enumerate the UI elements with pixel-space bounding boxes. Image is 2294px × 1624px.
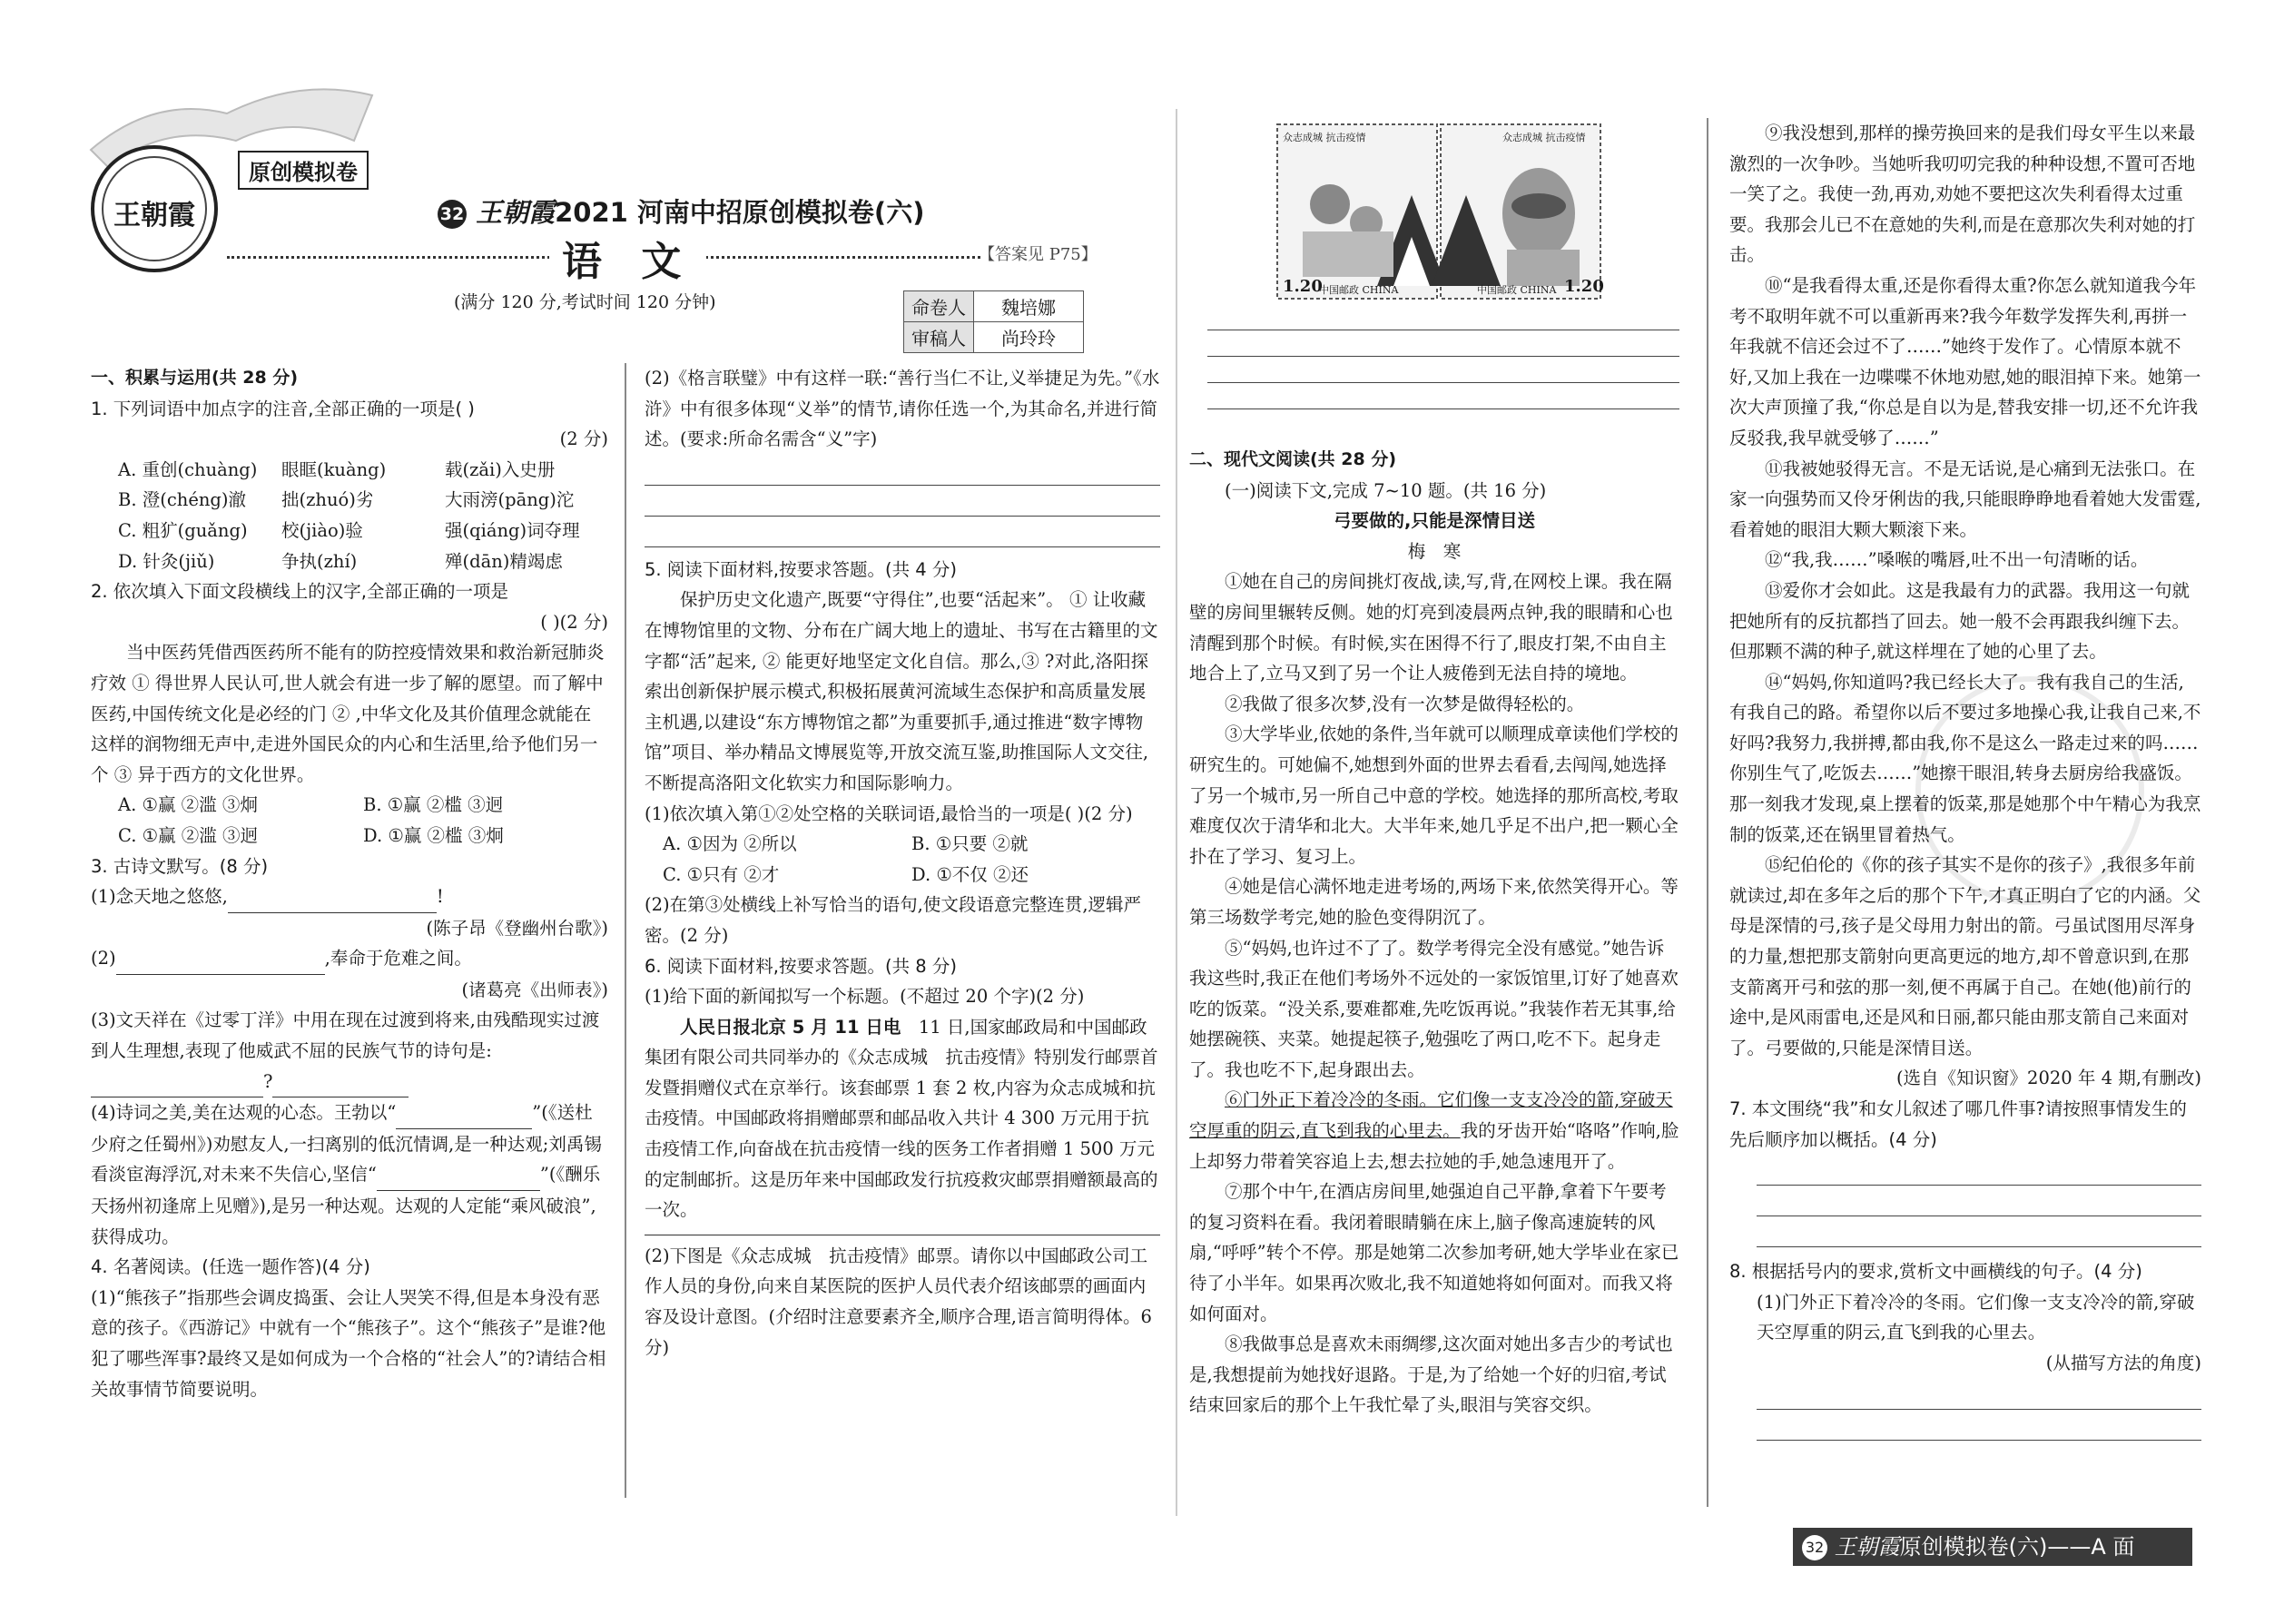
q3-2-source: (诸葛亮《出师表》) [461, 979, 608, 1000]
question-2-text: 当中医药凭借西医药所不能有的防控疫情效果和救治新冠肺炎疗效 ① 得世界人民认可,世人就会有进一步了解的愿望。而了解中医药,中国传统文化是必经的门 ② ,中华文化及其价值理念就能在这样的润物细无声中,走进外国民众的内心和生活里,给予他们另一个 ③ 异于西方的文化世界。 [91, 642, 605, 785]
q3-4-mid: ”(《送杜少府之任蜀州》)劝慰友人,一扫离别的低沉情调,是一种达观;刘禹锡看淡宦海浮沉,对未来不失信心,坚信“ [91, 1102, 602, 1186]
footer-text: 原创模拟卷(六)——A 面 [1899, 1534, 2135, 1560]
column-divider [625, 363, 626, 1498]
article-paragraph: ⑤“妈妈,也许过不了了。数学考得完全没有感觉。”她告诉我这些时,我正在他们考场外不远处的一家饭馆里,订好了她喜欢吃的饭菜。“没关系,要难都难,先吃饭再说。”我装作若无其事,给她摆碗筷、夹菜。她提起筷子,勉强吃了两口,吃不下。起身走了。我也吃不下,起身跟出去。 [1189, 937, 1679, 1080]
article-paragraph: ③大学毕业,依她的条件,当年就可以顺理成章读他们学校的研究生的。可她偏不,她想到外面的世界去看看,去闯闯,她选择了另一个城市,另一所自己中意的学校。她选择的那所高校,考取难度仅次于清华和北大。大半年来,她几乎足不出户,把一颗心全扑在了学习、复习上。 [1189, 723, 1679, 867]
question-1: 1. 下列词语中加点字的注音,全部正确的一项是( ) [91, 398, 475, 419]
article-paragraph: ⑩“是我看得太重,还是你看得太重?你怎么就知道我今年考不取明年就不可以重新再来?我今年数学发挥失利,再拼一年我就不信还会过不了……”她终于发作了。心情原本就不好,又加上我在一边喋喋不休地劝慰,她的眼泪掉下来。她第一次大声顶撞了我,“你总是自以为是,替我安排一切,还不允许我反驳我,我早就受够了……” [1729, 274, 2201, 448]
footer-brand: 王朝霞 [1834, 1534, 1900, 1560]
question-2: 2. 依次填入下面文段横线上的汉字,全部正确的一项是 [91, 581, 509, 603]
q3-1-prompt: (1)念天地之悠悠, [91, 886, 228, 908]
option-cell: 大雨滂(pāng)沱 [445, 489, 575, 511]
column-divider [1707, 118, 1708, 1507]
answer-line[interactable] [1207, 383, 1679, 409]
q3-3-blank-a[interactable] [91, 1067, 263, 1098]
question-6-1: (1)给下面的新闻拟写一个标题。(不超过 20 个字)(2 分) [645, 986, 1085, 1008]
column-3 [1189, 445, 1679, 1421]
answer-line[interactable] [645, 455, 1160, 486]
author-label: 命卷人 [904, 291, 974, 322]
answer-line[interactable] [1757, 1155, 2201, 1186]
q8-lines [1729, 1379, 2201, 1441]
column-1 [91, 363, 608, 1404]
q3-4-blank-a[interactable] [396, 1097, 532, 1129]
option-b[interactable]: B. ①赢 ②槛 ③迥 [363, 794, 504, 816]
article-paragraph: ⑪我被她驳得无言。不是无话说,是心痛到无法张口。在家一向强势而又伶牙俐齿的我,只能眼睁睁地看着她大发雷霆,看着她的眼泪大颗大颗滚下来。 [1729, 458, 2201, 540]
q3-4-end: ”(《酬乐天扬州初逢席上见赠》),是另一种达观。达观的人定能“乘风破浪”,获得成功。 [91, 1164, 601, 1247]
option-b[interactable]: B. ①只要 ②就 [911, 833, 1029, 855]
reviewer-label: 审稿人 [904, 322, 974, 353]
stamp-image [1275, 123, 1602, 300]
question-8-1-requirement: (从描写方法的角度) [2045, 1352, 2201, 1373]
question-4: 4. 名著阅读。(任选一题作答)(4 分) [91, 1256, 370, 1278]
q3-3-line [91, 1005, 608, 1097]
stamp-caption-left: 众志成城 抗击疫情 [1283, 132, 1366, 143]
question-5: 5. 阅读下面材料,按要求答题。(共 4 分) [645, 558, 958, 580]
title-brand: 王朝霞 [476, 197, 556, 228]
article-paragraph: ⑬爱你才会如此。这是我最有力的武器。我用这一句就把她所有的反抗都挡了回去。她一般不会再跟我纠缠下去。但那颗不满的种子,就这样埋在了她的心里了去。 [1729, 579, 2191, 663]
footer-bar [1793, 1528, 2192, 1566]
option-cell: 殚(dān)精竭虑 [445, 550, 563, 572]
q3-1-line [91, 881, 608, 913]
q3-2-line [91, 943, 608, 975]
q5-options [645, 829, 1160, 890]
answer-reference: 【答案见 P75】 [979, 245, 1098, 264]
answer-line[interactable] [645, 486, 1160, 517]
option-cell: 载(zǎi)入史册 [445, 458, 556, 480]
subject-title: 语 文 [549, 229, 706, 287]
option-row[interactable] [118, 455, 608, 486]
stamp-value-left: 1.20 [1283, 277, 1323, 296]
q3-4-prompt: (4)诗词之美,美在达观的心态。王勃以“ [91, 1102, 397, 1124]
question-6: 6. 阅读下面材料,按要求答题。(共 8 分) [645, 955, 958, 977]
answer-line[interactable] [1757, 1379, 2201, 1410]
reviewer-name: 尚玲玲 [974, 322, 1084, 353]
option-cell: 眼眶(kuàng) [281, 458, 387, 480]
exam-info: (满分 120 分,考试时间 120 分钟) [454, 292, 716, 312]
reading-intro: (一)阅读下文,完成 7~10 题。(共 16 分) [1225, 479, 1547, 501]
answer-line[interactable] [1207, 330, 1679, 357]
stamp-value-right: 1.20 [1564, 277, 1604, 296]
option-row[interactable] [118, 516, 608, 546]
exam-title [438, 192, 924, 230]
question-score: ( )(2 分) [540, 611, 608, 633]
series-label: 原创模拟卷 [238, 151, 369, 190]
answer-line[interactable] [1757, 1186, 2201, 1216]
question-7: 7. 本文围绕“我”和女儿叙述了哪几件事?请按照事情发生的先后顺序加以概括。(4 分) [1729, 1098, 2187, 1150]
q1-options [91, 455, 608, 576]
header [0, 0, 1180, 363]
q3-4-blank-b[interactable] [377, 1159, 540, 1191]
article-paragraph: ④她是信心满怀地走进考场的,两场下来,依然笑得开心。等第三场数学考完,她的脸色变得阴沉了。 [1189, 876, 1679, 928]
option-cell: 拙(zhuó)劣 [281, 489, 374, 511]
q3-1-end: ! [436, 886, 444, 908]
stamp-illustration-icon [1275, 123, 1602, 300]
article-paragraph: ⑦那个中午,在酒店房间里,她强迫自己平静,拿着下午要考的复习资料在看。我闭着眼睛躺在床上,脑子像高速旋转的风扇,“呼呼”转个不停。那是她第二次参加考研,她大学毕业在家已待了小半年。如果再次败北,我不知道她将如何面对。而我又将如何面对。 [1189, 1181, 1679, 1324]
article-paragraph: ⑫“我,我……”嗓喉的嘴唇,吐不出一句清晰的话。 [1765, 549, 2149, 571]
seal-text: 王朝霞 [113, 200, 195, 231]
option-cell: C. 粗犷(guǎng) [118, 519, 248, 541]
author-table [903, 290, 1084, 353]
q3-2-blank[interactable] [116, 943, 325, 975]
option-cell: D. 针灸(jiǔ) [118, 550, 215, 572]
question-3: 3. 古诗文默写。(8 分) [91, 855, 269, 877]
answer-line[interactable] [1757, 1410, 2201, 1441]
article-paragraph: ⑧我做事总是喜欢未雨绸缪,这次面对她出多吉少的考试也是,我想提前为她找好退路。于是,为了给她一个好的归宿,考试结束回家后的那个上午我忙晕了头,眼泪与笑容交织。 [1189, 1334, 1673, 1416]
stamp-post-right: 中国邮政 CHINA [1477, 284, 1557, 296]
q3-2-rest: ,奉命于危难之间。 [324, 948, 472, 969]
stamp-caption-right: 众志成城 抗击疫情 [1502, 132, 1586, 143]
option-a[interactable]: A. ①赢 ②滥 ③炯 [118, 794, 258, 816]
stamp-answer-lines [1207, 304, 1679, 409]
question-6-2: (2)下图是《众志成城 抗击疫情》邮票。请你以中国邮政公司工作人员的身份,向来自某医院的医护人员代表介绍该邮票的画面内容及设计意图。(介绍时注意要素齐全,顺序合理,语言简明得体。6 分) [645, 1245, 1152, 1358]
q3-3-mid: ? [263, 1070, 273, 1092]
news-dateline: 人民日报北京 5 月 11 日电 [680, 1016, 901, 1038]
option-cell: 争执(zhí) [281, 550, 358, 572]
answer-line[interactable] [1207, 304, 1679, 330]
section-heading: 一、积累与运用(共 28 分) [91, 368, 299, 388]
q7-lines [1729, 1155, 2201, 1247]
option-c[interactable]: C. ①赢 ②滥 ③迥 [118, 824, 259, 846]
title-main: 2021 河南中招原创模拟卷(六) [555, 197, 925, 228]
option-c[interactable]: C. ①只有 ②才 [663, 863, 780, 885]
stamp-post-left: 中国邮政 CHINA [1319, 284, 1399, 296]
article-paragraph: ⑮纪伯伦的《你的孩子其实不是你的孩子》,我很多年前就读过,却在多年之后的那个下午,才真正明白了它的内涵。父母是深情的弓,孩子是父母用力射出的箭。弓虽试图用尽浑身的力量,想把那支箭射向更高更远的地方,却不曾意识到,在那支箭离开弓和弦的那一刻,便不再属于自己。在她(他)前行的途中,是风雨雷电,还是风和日丽,都只能由那支箭自己来面对了。弓要做的,只能是深情目送。 [1729, 854, 2201, 1058]
footer-number-badge: 32 [1802, 1535, 1827, 1560]
article-paragraph: ⑨我没想到,那样的操劳换回来的是我们母女平生以来最激烈的一次争吵。当她听我叨叨完我的种种设想,不置可否地一笑了之。我使一劲,再劝,劝她不要把这次失利看得太过重要。我那会儿已不在意她的失利,而是在意那次失利对她的打击。 [1729, 123, 2196, 266]
article-paragraph [1189, 1085, 1679, 1176]
question-5-1: (1)依次填入第①②处空格的关联词语,最恰当的一项是( )(2 分) [645, 802, 1133, 824]
answer-line[interactable] [1207, 357, 1679, 383]
answer-line[interactable] [1757, 1216, 2201, 1247]
news-text [645, 1012, 1160, 1225]
article-source: (选自《知识窗》2020 年 4 期,有删改) [1895, 1068, 2201, 1089]
question-4-2: (2)《格言联璧》中有这样一联:“善行当仁不让,义举捷足为先。”《水浒》中有很多体现“义举”的情节,请你任选一个,为其命名,并进行简述。(要求:所命名需含“义”字) [645, 368, 1160, 450]
news-body: 11 日,国家邮政局和中国邮政集团有限公司共同举办的《众志成城 抗击疫情》特别发行邮票首发暨捐赠仪式在京举行。该套邮票 1 套 2 枚,内容为众志成城和抗击疫情。中国邮政将捐赠邮票和邮品收入共计 4 300 万元用于抗击疫情工作,向奋战在抗击疫情一线的医务工作者捐赠 1 500 万元的定制邮折。这是历年来中国邮政发行抗疫救灾邮票捐赠额最高的一次。 [645, 1016, 1158, 1221]
number-badge-icon: 32 [438, 200, 467, 229]
option-row[interactable] [118, 546, 608, 577]
article-text: 我的牙齿开始“咯咯”作响,脸上却努力带着笑容追上去,想去拉她的手,她急速甩开了。 [1189, 1120, 1679, 1172]
q3-1-blank[interactable] [228, 881, 437, 913]
article-author: 梅 寒 [1407, 540, 1462, 562]
q3-3-prompt: (3)文天祥在《过零丁洋》中用在现在过渡到将来,由残酷现实过渡到人生理想,表现了他威武不屈的民族气节的诗句是: [91, 1009, 600, 1062]
question-score: (2 分) [559, 428, 608, 450]
question-4-1: (1)“熊孩子”指那些会调皮捣蛋、会让人哭笑不得,但是本身没有恶意的孩子。《西游记》中就有一个“熊孩子”。这个“熊孩子”是谁?他犯了哪些浑事?最终又是如何成为一个合格的“社会人”的?请结合相关故事情节简要说明。 [91, 1286, 606, 1400]
answer-line[interactable] [645, 517, 1160, 547]
option-cell: A. 重创(chuàng) [118, 458, 258, 480]
article-paragraph: ①她在自己的房间挑灯夜战,读,写,背,在网校上课。我在隔壁的房间里辗转反侧。她的灯亮到凌晨两点钟,我的眼睛和心也清醒到那个时候。有时候,实在困得不行了,眼皮打架,不由自主地合上了,立马又到了另一个让人疲倦到无法自持的境地。 [1189, 571, 1673, 684]
author-name: 魏培娜 [974, 291, 1084, 322]
brand-seal-logo [91, 145, 218, 272]
question-5-2: (2)在第③处横线上补写恰当的语句,使文段语意完整连贯,逻辑严密。(2 分) [645, 894, 1142, 946]
article-paragraph: ⑭“妈妈,你知道吗?我已经长大了。我有我自己的生活,有我自己的路。希望你以后不要过多地操心我,让我自己来,不好吗?我努力,我拼搏,都由我,你不是这么一路走过来的吗……你别生气了,吃饭去……”她擦干眼泪,转身去厨房给我盛饭。那一刻我才发现,桌上摆着的饭菜,那是她那个中午精心为我烹制的饭菜,还在锅里冒着热气。 [1729, 671, 2201, 845]
q3-2-prompt: (2) [91, 948, 116, 969]
q3-4-line [91, 1097, 608, 1252]
page-divider [1176, 109, 1177, 1516]
question-5-text: 保护历史文化遗产,既要“守得住”,也要“活起来”。 ① 让收藏在博物馆里的文物、分布在广阔大地上的遗址、书写在古籍里的文字都“活”起来, ② 能更好地坚定文化自信。那么,③ ?对此,洛阳探索出创新保护展示模式,积极拓展黄河流域生态保护和高质量发展主机遇,以建设“东方博物馆之都”为重要抓手,通过推进“数字博物馆”项目、举办精品文博展览等,开放交流互鉴,助推国际人文交往,不断提高洛阳文化软实力和国际影响力。 [645, 589, 1158, 793]
option-row[interactable] [118, 485, 608, 516]
article-title: 弓要做的,只能是深情目送 [1334, 510, 1535, 532]
option-d[interactable]: D. ①赢 ②槛 ③炯 [363, 824, 504, 846]
option-cell: 强(qiáng)词夺理 [445, 519, 580, 541]
option-cell: B. 澄(chéng)澈 [118, 489, 247, 511]
underlined-sentence: ⑥门外正下着冷冷的冬雨。它们像一支支冷冷的箭,穿破天空厚重的阴云,直飞到我的心里去。 [1189, 1089, 1673, 1142]
watermark-seal-icon [1915, 676, 2144, 905]
q3-3-blank-b[interactable] [272, 1067, 409, 1098]
option-d[interactable]: D. ①不仅 ②还 [911, 863, 1029, 885]
question-8-1: (1)门外正下着冷冷的冬雨。它们像一支支冷冷的箭,穿破天空厚重的阴云,直飞到我的心里去。 [1757, 1291, 2195, 1343]
q2-options [91, 790, 608, 851]
option-a[interactable]: A. ①因为 ②所以 [663, 833, 797, 855]
article-paragraph: ②我做了很多次梦,没有一次梦是做得轻松的。 [1225, 693, 1585, 714]
q3-1-source: (陈子昂《登幽州台歌》) [426, 917, 608, 939]
option-cell: 校(jiào)验 [281, 519, 363, 541]
question-8: 8. 根据括号内的要求,赏析文中画横线的句子。(4 分) [1729, 1261, 2142, 1283]
section-heading: 二、现代文阅读(共 28 分) [1189, 449, 1397, 469]
column-2 [645, 363, 1160, 1363]
